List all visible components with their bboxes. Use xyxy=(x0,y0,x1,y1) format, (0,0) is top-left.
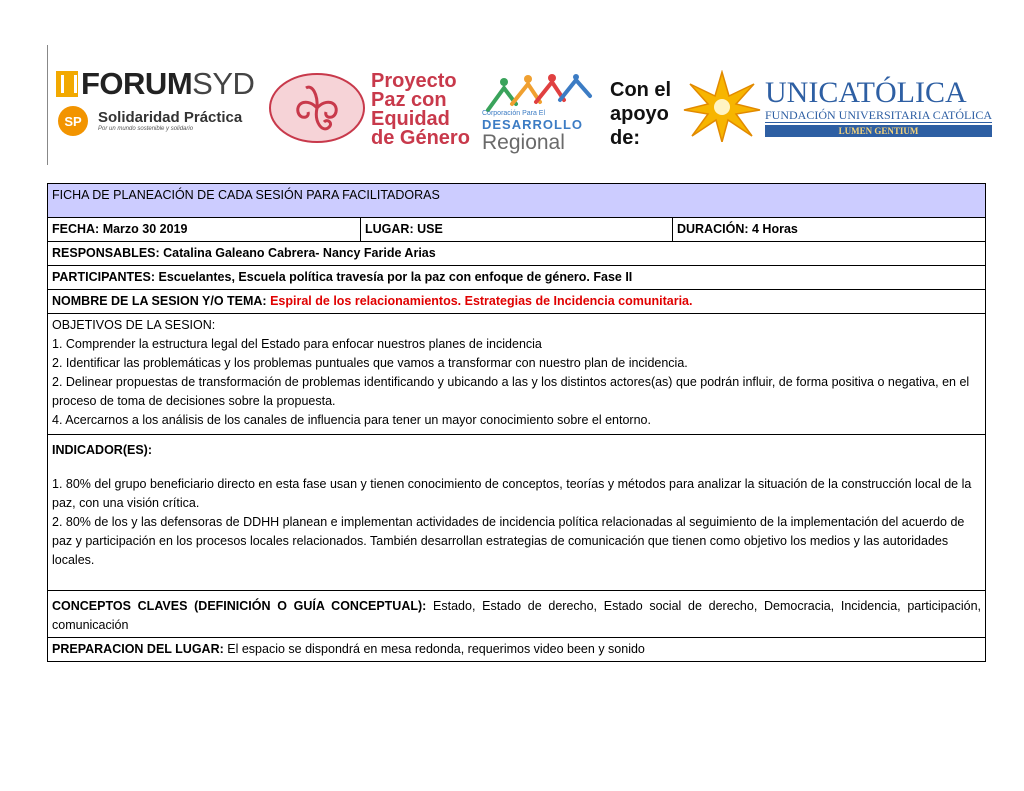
proyecto-paz-title: Proyecto Paz con Equidad de Género xyxy=(371,70,470,149)
forumsyd-wordmark: FORUMSYD xyxy=(81,66,255,101)
corporacion-wordmark: Corporación Para El DESARROLLO Regional xyxy=(482,110,583,154)
conceptos-cell xyxy=(48,591,986,638)
tema-row xyxy=(48,290,986,314)
indicadores-row xyxy=(48,435,986,591)
objetivo-item: 4. Acercarnos a los análisis de los canales de influencia para tener un mayor conocimiento sobre el entorno. xyxy=(52,413,651,427)
objetivo-item: 2. Delinear propuestas de transformación de problemas identificando y ubicando a las y los distintos actores(as) que podrán influir, de forma positiva o negativa, en el proceso de toma de decisiones sobre la propuesta. xyxy=(52,375,970,408)
participantes-label: PARTICIPANTES: xyxy=(52,270,156,284)
participantes-row xyxy=(48,266,986,290)
logo-header xyxy=(0,0,1024,170)
planning-sheet-table xyxy=(47,183,986,662)
corporacion-figures-icon xyxy=(482,74,604,114)
sp-tagline: Por un mundo sostenible y solidario xyxy=(98,126,194,132)
responsables-cell xyxy=(48,242,986,266)
sheet-title: FICHA DE PLANEACIÓN DE CADA SESIÓN PARA FACILITADORAS xyxy=(48,184,986,218)
participantes-cell xyxy=(48,266,986,290)
preparacion-cell xyxy=(48,638,986,662)
preparacion-label: PREPARACION DEL LUGAR: xyxy=(52,642,224,656)
preparacion-value: El espacio se dispondrá en mesa redonda, requerimos video been y sonido xyxy=(227,642,645,656)
responsables-value: Catalina Galeano Cabrera- Nancy Faride Arias xyxy=(163,246,436,260)
responsables-label: RESPONSABLES: xyxy=(52,246,160,260)
forumsyd-logo xyxy=(56,68,254,100)
preparacion-row xyxy=(48,638,986,662)
indicador-item: 2. 80% de los y las defensoras de DDHH planean e implementan actividades de incidencia política relacionadas al seguimiento de la implementación del acuerdo de paz y participación en los procesos locales relacionados. También desarrollan estrategias de comunicación que tienen como objetivo los medios y las autoridades locales. xyxy=(52,515,965,567)
unicatolica-logo: UNICATÓLICA FUNDACIÓN UNIVERSITARIA CATÓLICA LUMEN GENTIUM xyxy=(765,76,993,136)
header-divider xyxy=(47,45,48,165)
indicadores-cell xyxy=(48,435,986,591)
conceptos-value: Estado, Estado de derecho, Estado social de derecho, Democracia, Incidencia, participación, comunicación xyxy=(52,599,981,632)
tema-label: NOMBRE DE LA SESION Y/O TEMA: xyxy=(52,294,267,308)
indicador-item: 1. 80% del grupo beneficiario directo en esta fase usan y tienen conocimiento de conceptos, teorías y métodos para analizar la situación de la construcción local de la paz, con una visión crítica. xyxy=(52,477,972,510)
tema-cell xyxy=(48,290,986,314)
fecha-cell: FECHA: Marzo 30 2019 xyxy=(48,218,361,242)
objetivos-title: OBJETIVOS DE LA SESION: xyxy=(52,318,216,332)
solidaridad-practica-logo xyxy=(58,106,242,136)
objetivo-item: 1. Comprender la estructura legal del Estado para enfocar nuestros planes de incidencia xyxy=(52,337,542,351)
unicatolica-star-icon xyxy=(682,70,762,142)
sp-circle-icon: SP xyxy=(58,106,88,136)
con-el-apoyo-text: Con el apoyo de: xyxy=(610,79,672,149)
objetivos-row xyxy=(48,314,986,435)
conceptos-label: CONCEPTOS CLAVES (DEFINICIÓN O GUÍA CONCEPTUAL): xyxy=(52,599,427,613)
title-row xyxy=(48,184,986,218)
triskelion-spiral-icon xyxy=(268,72,366,144)
objetivos-cell xyxy=(48,314,986,435)
forumsyd-mark-icon xyxy=(56,71,78,97)
responsables-row xyxy=(48,242,986,266)
fecha-row xyxy=(48,218,986,242)
indicadores-title: INDICADOR(ES): xyxy=(52,443,152,457)
tema-value: Espiral de los relacionamientos. Estrategias de Incidencia comunitaria. xyxy=(270,294,693,308)
participantes-value: Escuelantes, Escuela política travesía por la paz con enfoque de género. Fase II xyxy=(158,270,633,284)
lugar-cell: LUGAR: USE xyxy=(361,218,673,242)
sp-name: Solidaridad Práctica xyxy=(98,109,243,126)
objetivo-item: 2. Identificar las problemáticas y los problemas puntuales que vamos a transformar con nuestro plan de incidencia. xyxy=(52,356,688,370)
duracion-cell: DURACIÓN: 4 Horas xyxy=(673,218,986,242)
conceptos-row xyxy=(48,591,986,638)
